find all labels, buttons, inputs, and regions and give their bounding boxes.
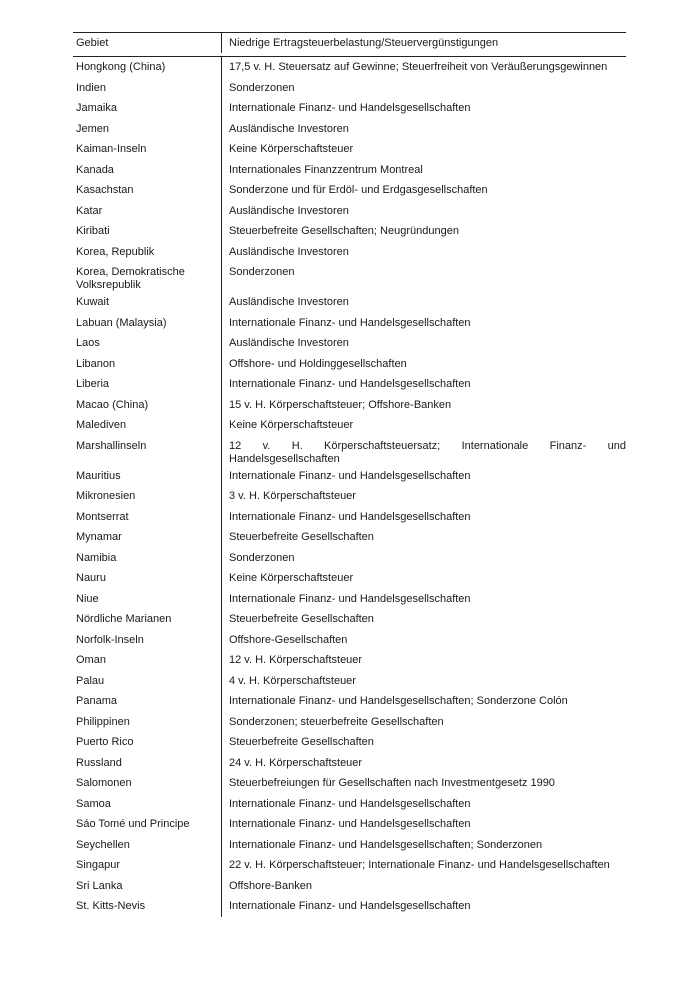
cell-steuerbelastung: Ausländische Investoren [221,201,626,222]
cell-steuerbelastung: Internationale Finanz- und Handelsgesellschaften [221,814,626,835]
table-row [73,292,626,313]
table-row [73,855,626,876]
cell-steuerbelastung: 15 v. H. Körperschaftsteuer; Offshore-Banken [221,395,626,416]
cell-steuerbelastung: Internationale Finanz- und Handelsgesellschaften [221,374,626,395]
table-row [73,650,626,671]
table-row [73,57,626,78]
cell-steuerbelastung: Sonderzonen [221,548,626,569]
cell-steuerbelastung: Internationale Finanz- und Handelsgesellschaften [221,98,626,119]
cell-steuerbelastung: Offshore-Banken [221,876,626,897]
cell-steuerbelastung: 22 v. H. Körperschaftsteuer; Internationale Finanz- und Handelsgesellschaften [221,855,626,876]
cell-steuerbelastung: Steuerbefreite Gesellschaften; Neugründungen [221,221,626,242]
cell-gebiet: Kaiman-Inseln [76,143,147,155]
cell-gebiet: Russland [76,756,122,769]
cell-gebiet: Palau [76,674,105,687]
cell-steuerbelastung: 17,5 v. H. Steuersatz auf Gewinne; Steuerfreiheit von Veräußerungsgewinnen [221,57,626,78]
table-row [73,201,626,222]
cell-gebiet: Niue [76,592,99,605]
table-row [73,313,626,334]
cell-gebiet: Sri Lanka [76,879,123,892]
cell-gebiet: Korea, Demokratische Volksrepublik [76,266,185,291]
table-row [73,436,626,466]
cell-steuerbelastung: Steuerbefreite Gesellschaften [221,732,626,753]
table-row [73,139,626,160]
table-row [73,814,626,835]
cell-gebiet: Nauru [76,572,106,584]
cell-gebiet: Philippinen [76,715,130,728]
cell-steuerbelastung: Ausländische Investoren [221,242,626,263]
cell-steuerbelastung: Internationale Finanz- und Handelsgesellschaften; Sonderzone Colón [221,691,626,712]
table-row [73,732,626,753]
cell-steuerbelastung: Sonderzonen [221,262,626,292]
cell-steuerbelastung: Internationale Finanz- und Handelsgesellschaften [221,466,626,487]
header-gebiet: Gebiet [76,37,109,49]
cell-gebiet: Oman [76,654,106,666]
cell-gebiet: Namibia [76,551,117,564]
table-row [73,691,626,712]
cell-gebiet: Laos [76,337,100,349]
cell-steuerbelastung: Internationale Finanz- und Handelsgesellschaften [221,896,626,917]
cell-steuerbelastung: 12 v. H. Körperschaftsteuer [221,650,626,671]
table-row [73,671,626,692]
table-row [73,180,626,201]
cell-steuerbelastung: Internationale Finanz- und Handelsgesellschaften [221,794,626,815]
table-row [73,466,626,487]
cell-steuerbelastung: Ausländische Investoren [221,119,626,140]
cell-steuerbelastung: Ausländische Investoren [221,333,626,354]
table-row [73,507,626,528]
cell-gebiet: Sáo Tomé und Principe [76,818,190,830]
cell-gebiet: Liberia [76,378,110,390]
cell-gebiet: Mauritius [76,469,121,482]
cell-gebiet: Kiribati [76,225,110,237]
cell-gebiet: Katar [76,204,103,217]
cell-gebiet: Hongkong (China) [76,61,166,73]
cell-steuerbelastung: Ausländische Investoren [221,292,626,313]
table-row [73,548,626,569]
cell-gebiet: Korea, Republik [76,245,155,258]
cell-steuerbelastung: Internationale Finanz- und Handelsgesellschaften [221,507,626,528]
table-row [73,486,626,507]
table-row [73,630,626,651]
cell-steuerbelastung: Keine Körperschaftsteuer [221,568,626,589]
table-row [73,589,626,610]
table-row [73,794,626,815]
table-row [73,773,626,794]
cell-gebiet: Marshallinseln [76,439,147,452]
cell-steuerbelastung: Sonderzonen; steuerbefreite Gesellschaften [221,712,626,733]
cell-steuerbelastung: Steuerbefreiungen für Gesellschaften nach Investmentgesetz 1990 [221,773,626,794]
cell-steuerbelastung: Steuerbefreite Gesellschaften [221,527,626,548]
cell-gebiet: Nördliche Marianen [76,613,172,625]
table-row [73,395,626,416]
table-header-row [73,33,626,53]
table-row [73,354,626,375]
cell-gebiet: Salomonen [76,777,132,789]
table-row [73,753,626,774]
cell-gebiet: Puerto Rico [76,736,134,748]
cell-gebiet: Kasachstan [76,184,134,196]
cell-gebiet: Labuan (Malaysia) [76,316,167,329]
table-row [73,242,626,263]
cell-steuerbelastung: 3 v. H. Körperschaftsteuer [221,486,626,507]
table-row [73,415,626,436]
cell-gebiet: Jemen [76,122,110,135]
table-row [73,119,626,140]
table-row [73,835,626,856]
cell-steuerbelastung: Offshore-Gesellschaften [221,630,626,651]
cell-gebiet: Macao (China) [76,398,149,411]
cell-gebiet: Mikronesien [76,490,136,502]
cell-steuerbelastung: 4 v. H. Körperschaftsteuer [221,671,626,692]
cell-steuerbelastung: Keine Körperschaftsteuer [221,415,626,436]
table-row [73,333,626,354]
cell-steuerbelastung: Internationale Finanz- und Handelsgesellschaften [221,589,626,610]
table-row [73,98,626,119]
table-body [73,57,626,917]
cell-gebiet: Montserrat [76,510,129,523]
cell-steuerbelastung: Keine Körperschaftsteuer [221,139,626,160]
cell-gebiet: Kanada [76,163,114,176]
cell-steuerbelastung: Steuerbefreite Gesellschaften [221,609,626,630]
document-table [73,32,626,917]
cell-gebiet: Singapur [76,859,121,871]
cell-steuerbelastung: Internationale Finanz- und Handelsgesellschaften; Sonderzonen [221,835,626,856]
cell-steuerbelastung: Offshore- und Holdinggesellschaften [221,354,626,375]
cell-steuerbelastung: Internationale Finanz- und Handelsgesellschaften [221,313,626,334]
table-row [73,221,626,242]
table-row [73,609,626,630]
cell-gebiet: St. Kitts-Nevis [76,900,146,912]
table-row [73,78,626,99]
cell-steuerbelastung: Sonderzone und für Erdöl- und Erdgasgesellschaften [221,180,626,201]
cell-gebiet: Kuwait [76,296,110,308]
cell-gebiet: Panama [76,695,117,707]
cell-steuerbelastung: 24 v. H. Körperschaftsteuer [221,753,626,774]
table-row [73,712,626,733]
table-row [73,896,626,917]
table-row [73,262,626,292]
cell-steuerbelastung: Sonderzonen [221,78,626,99]
table-row [73,160,626,181]
cell-gebiet: Mynamar [76,531,122,543]
table-row [73,568,626,589]
cell-gebiet: Norfolk-Inseln [76,633,144,646]
cell-gebiet: Seychellen [76,838,130,851]
cell-gebiet: Samoa [76,797,111,810]
cell-steuerbelastung: 12 v. H. Körperschaftsteuersatz; Internationale Finanz- und Handelsgesellschaften [221,436,626,466]
cell-gebiet: Malediven [76,419,127,431]
cell-gebiet: Jamaika [76,102,117,114]
header-steuerverguenstigungen: Niedrige Ertragsteuerbelastung/Steuervergünstigungen [221,33,626,53]
table-row [73,527,626,548]
cell-gebiet: Indien [76,81,106,94]
cell-steuerbelastung: Internationales Finanzzentrum Montreal [221,160,626,181]
cell-gebiet: Libanon [76,357,116,370]
table-row [73,876,626,897]
table-row [73,374,626,395]
